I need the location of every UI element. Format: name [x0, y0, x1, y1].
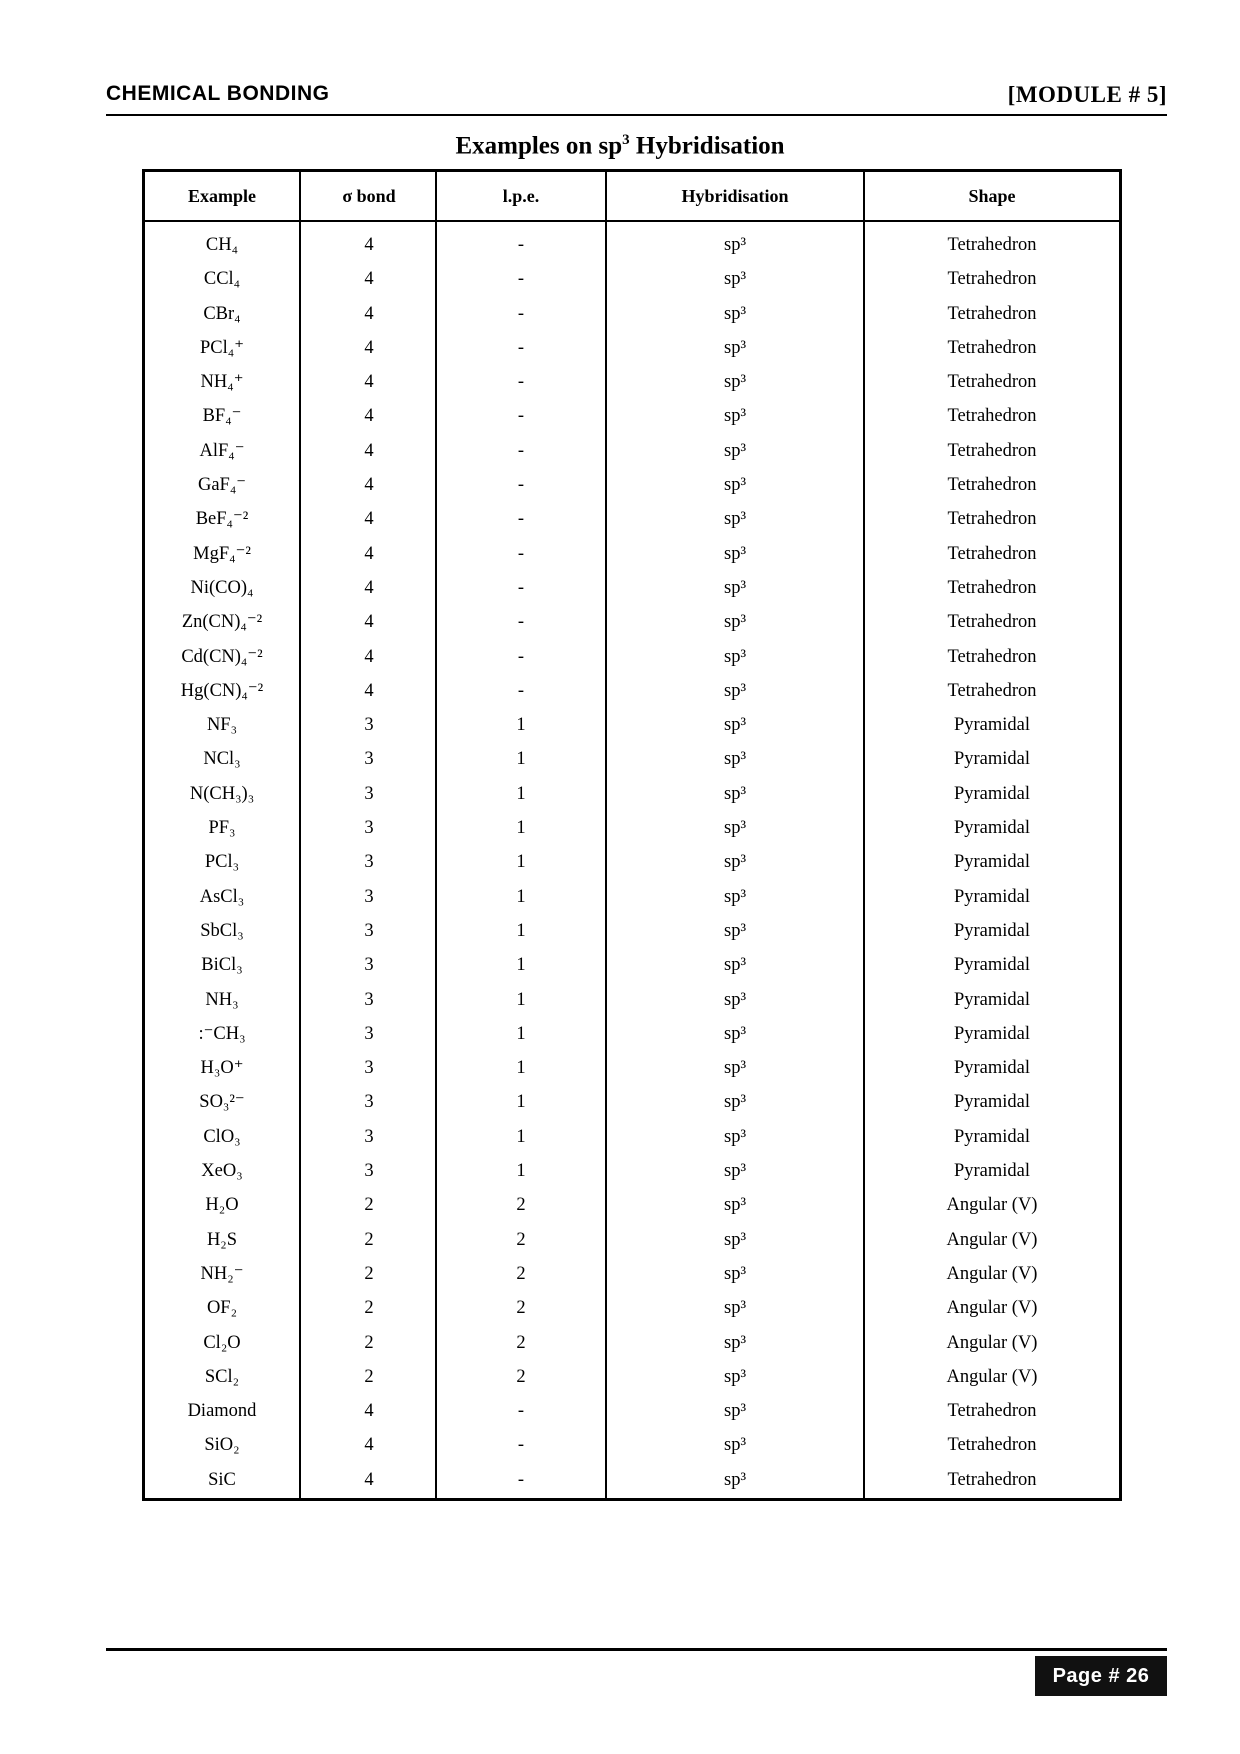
table-row — [145, 1394, 1119, 1428]
cell-shape: Angular (V) — [946, 1263, 1038, 1284]
cell-hybridisation: sp³ — [724, 989, 746, 1010]
cell-lpe: - — [517, 509, 525, 530]
cell-sigma-bond: 4 — [364, 372, 374, 393]
cell-example: SiO₂ — [204, 1435, 240, 1456]
cell-sigma-bond: 4 — [364, 509, 374, 530]
cell-lpe: 2 — [516, 1263, 526, 1284]
cell-sigma-bond: 4 — [364, 303, 374, 324]
cell-hybridisation: sp³ — [724, 509, 746, 530]
cell-example: CCl₄ — [203, 269, 241, 290]
table-row — [145, 1463, 1119, 1497]
cell-hybridisation: sp³ — [724, 303, 746, 324]
cell-lpe: 1 — [516, 1092, 526, 1113]
cell-lpe: 1 — [516, 783, 526, 804]
cell-example: BF₄⁻ — [202, 406, 242, 427]
cell-lpe: - — [517, 543, 525, 564]
table-row — [145, 845, 1119, 879]
table-body — [145, 228, 1119, 1497]
cell-hybridisation: sp³ — [724, 1366, 746, 1387]
table-row — [145, 1017, 1119, 1051]
cell-example: H₂O — [205, 1195, 239, 1216]
cell-hybridisation: sp³ — [724, 920, 746, 941]
cell-sigma-bond: 2 — [364, 1366, 374, 1387]
table-row — [145, 262, 1119, 296]
cell-shape: Angular (V) — [946, 1298, 1038, 1319]
cell-example: CBr₄ — [203, 303, 241, 324]
cell-lpe: 2 — [516, 1229, 526, 1250]
cell-lpe: - — [517, 1469, 525, 1490]
cell-lpe: 2 — [516, 1298, 526, 1319]
table-row — [145, 297, 1119, 331]
cell-example: NH₂⁻ — [200, 1263, 244, 1284]
cell-example: ClO₃ — [203, 1126, 241, 1147]
hybridisation-table — [142, 169, 1122, 1501]
cell-sigma-bond: 3 — [364, 886, 374, 907]
cell-shape: Pyramidal — [953, 818, 1031, 839]
cell-hybridisation: sp³ — [724, 1126, 746, 1147]
cell-example: GaF₄⁻ — [197, 475, 247, 496]
table-row — [145, 1120, 1119, 1154]
cell-lpe: - — [517, 475, 525, 496]
cell-example: AlF₄⁻ — [199, 440, 245, 461]
table-row — [145, 502, 1119, 536]
cell-example: Hg(CN)₄⁻² — [180, 680, 264, 701]
table-row — [145, 742, 1119, 776]
cell-hybridisation: sp³ — [724, 1435, 746, 1456]
footer-rule — [106, 1648, 1167, 1651]
cell-sigma-bond: 3 — [364, 955, 374, 976]
cell-hybridisation: sp³ — [724, 612, 746, 633]
cell-example: CH₄ — [205, 235, 239, 255]
cell-sigma-bond: 3 — [364, 1092, 374, 1113]
cell-example: SCl₂ — [204, 1366, 240, 1387]
cell-lpe: 1 — [516, 1023, 526, 1044]
table-row — [145, 468, 1119, 502]
cell-lpe: 1 — [516, 852, 526, 873]
cell-shape: Tetrahedron — [947, 1401, 1037, 1422]
cell-example: :⁻CH₃ — [198, 1023, 246, 1044]
cell-sigma-bond: 3 — [364, 1126, 374, 1147]
cell-shape: Angular (V) — [946, 1332, 1038, 1353]
table-row — [145, 331, 1119, 365]
table-row — [145, 228, 1119, 262]
table-header-row — [145, 172, 1119, 222]
table-row — [145, 365, 1119, 399]
cell-sigma-bond: 2 — [364, 1263, 374, 1284]
cell-lpe: 1 — [516, 955, 526, 976]
table-row — [145, 983, 1119, 1017]
cell-hybridisation: sp³ — [724, 1161, 746, 1182]
module-label: [MODULE # 5] — [1007, 82, 1167, 107]
cell-lpe: - — [517, 303, 525, 324]
cell-lpe: - — [517, 577, 525, 598]
cell-shape: Tetrahedron — [947, 543, 1037, 564]
cell-shape: Pyramidal — [953, 715, 1031, 736]
cell-shape: Pyramidal — [953, 1126, 1031, 1147]
cell-shape: Tetrahedron — [947, 577, 1037, 598]
cell-hybridisation: sp³ — [724, 1298, 746, 1319]
cell-example: AsCl₃ — [199, 886, 245, 907]
cell-lpe: - — [517, 680, 525, 701]
table-row — [145, 1326, 1119, 1360]
cell-shape: Angular (V) — [946, 1229, 1038, 1250]
column-header-hybridisation: Hybridisation — [681, 186, 789, 206]
cell-shape: Tetrahedron — [947, 235, 1037, 255]
cell-sigma-bond: 3 — [364, 783, 374, 804]
cell-lpe: - — [517, 440, 525, 461]
table-row — [145, 914, 1119, 948]
cell-hybridisation: sp³ — [724, 475, 746, 496]
cell-example: MgF₄⁻² — [193, 543, 251, 564]
cell-example: N(CH₃)₃ — [189, 783, 255, 804]
cell-sigma-bond: 4 — [364, 1401, 374, 1422]
table-row — [145, 948, 1119, 982]
cell-lpe: - — [517, 1401, 525, 1422]
cell-sigma-bond: 2 — [364, 1229, 374, 1250]
cell-hybridisation: sp³ — [724, 269, 746, 290]
cell-sigma-bond: 4 — [364, 1469, 374, 1490]
cell-shape: Pyramidal — [953, 886, 1031, 907]
cell-lpe: 1 — [516, 715, 526, 736]
title-suffix: Hybridisation — [629, 132, 785, 160]
cell-example: NCl₃ — [203, 749, 241, 770]
column-header-example: Example — [187, 186, 256, 206]
cell-hybridisation: sp³ — [724, 406, 746, 427]
cell-example: H₃O⁺ — [200, 1058, 244, 1079]
cell-sigma-bond: 3 — [364, 1161, 374, 1182]
cell-lpe: - — [517, 337, 525, 358]
cell-example: Diamond — [187, 1401, 257, 1422]
cell-shape: Tetrahedron — [947, 1435, 1037, 1456]
cell-lpe: 2 — [516, 1195, 526, 1216]
cell-shape: Tetrahedron — [947, 372, 1037, 393]
cell-example: Cl₂O — [203, 1332, 241, 1353]
cell-hybridisation: sp³ — [724, 577, 746, 598]
table-row — [145, 537, 1119, 571]
cell-shape: Tetrahedron — [947, 612, 1037, 633]
header-title: CHEMICAL BONDING — [106, 82, 330, 105]
cell-sigma-bond: 3 — [364, 852, 374, 873]
column-header-shape: Shape — [968, 186, 1016, 206]
table-row — [145, 1154, 1119, 1188]
cell-sigma-bond: 4 — [364, 1435, 374, 1456]
cell-hybridisation: sp³ — [724, 646, 746, 667]
cell-sigma-bond: 2 — [364, 1298, 374, 1319]
cell-sigma-bond: 4 — [364, 543, 374, 564]
cell-example: H₂S — [206, 1229, 238, 1250]
cell-lpe: 1 — [516, 749, 526, 770]
cell-shape: Pyramidal — [953, 1023, 1031, 1044]
title-superscript: 3 — [622, 132, 630, 148]
table-row — [145, 708, 1119, 742]
table-row — [145, 811, 1119, 845]
cell-hybridisation: sp³ — [724, 1092, 746, 1113]
table-row — [145, 674, 1119, 708]
cell-sigma-bond: 3 — [364, 715, 374, 736]
cell-lpe: - — [517, 612, 525, 633]
cell-example: NF₃ — [206, 715, 238, 736]
cell-shape: Pyramidal — [953, 989, 1031, 1010]
table-row — [145, 1223, 1119, 1257]
cell-lpe: 1 — [516, 886, 526, 907]
title-prefix: Examples on sp — [455, 132, 623, 160]
cell-shape: Tetrahedron — [947, 406, 1037, 427]
cell-lpe: 1 — [516, 1126, 526, 1147]
cell-sigma-bond: 4 — [364, 440, 374, 461]
cell-example: Ni(CO)₄ — [190, 577, 254, 598]
cell-hybridisation: sp³ — [724, 1195, 746, 1216]
cell-sigma-bond: 3 — [364, 818, 374, 839]
table-row — [145, 1257, 1119, 1291]
cell-hybridisation: sp³ — [724, 372, 746, 393]
table-row — [145, 605, 1119, 639]
column-header-sigma-bond: σ bond — [342, 186, 396, 206]
cell-lpe: - — [517, 235, 525, 255]
cell-shape: Pyramidal — [953, 783, 1031, 804]
cell-hybridisation: sp³ — [724, 715, 746, 736]
cell-example: PCl₄⁺ — [200, 337, 244, 358]
table-row — [145, 640, 1119, 674]
cell-example: PF₃ — [208, 818, 236, 839]
cell-sigma-bond: 4 — [364, 577, 374, 598]
cell-shape: Pyramidal — [953, 955, 1031, 976]
cell-hybridisation: sp³ — [724, 1469, 746, 1490]
table-row — [145, 1291, 1119, 1325]
cell-shape: Tetrahedron — [947, 646, 1037, 667]
cell-hybridisation: sp³ — [724, 1332, 746, 1353]
cell-hybridisation: sp³ — [724, 1229, 746, 1250]
table-row — [145, 434, 1119, 468]
cell-shape: Tetrahedron — [947, 303, 1037, 324]
cell-sigma-bond: 3 — [364, 1058, 374, 1079]
cell-shape: Pyramidal — [953, 1092, 1031, 1113]
cell-hybridisation: sp³ — [724, 783, 746, 804]
cell-hybridisation: sp³ — [724, 235, 746, 255]
cell-shape: Tetrahedron — [947, 475, 1037, 496]
cell-lpe: 1 — [516, 818, 526, 839]
table-row — [145, 1188, 1119, 1222]
cell-hybridisation: sp³ — [724, 1058, 746, 1079]
cell-sigma-bond: 4 — [364, 646, 374, 667]
table-row — [145, 1085, 1119, 1119]
cell-sigma-bond: 3 — [364, 989, 374, 1010]
cell-hybridisation: sp³ — [724, 1263, 746, 1284]
cell-sigma-bond: 2 — [364, 1332, 374, 1353]
page-number-badge: Page # 26 — [1035, 1656, 1167, 1696]
cell-hybridisation: sp³ — [724, 749, 746, 770]
cell-shape: Pyramidal — [953, 920, 1031, 941]
table-row — [145, 880, 1119, 914]
cell-hybridisation: sp³ — [724, 886, 746, 907]
cell-shape: Pyramidal — [953, 852, 1031, 873]
cell-example: SbCl₃ — [200, 920, 244, 941]
cell-hybridisation: sp³ — [724, 818, 746, 839]
cell-sigma-bond: 4 — [364, 612, 374, 633]
cell-lpe: - — [517, 372, 525, 393]
cell-hybridisation: sp³ — [724, 440, 746, 461]
cell-sigma-bond: 4 — [364, 235, 374, 255]
cell-shape: Angular (V) — [946, 1366, 1038, 1387]
cell-example: XeO₃ — [201, 1161, 243, 1182]
cell-example: NH₃ — [205, 989, 239, 1010]
table-row — [145, 1360, 1119, 1394]
cell-lpe: 2 — [516, 1332, 526, 1353]
cell-lpe: - — [517, 406, 525, 427]
cell-example: OF₂ — [206, 1298, 238, 1319]
cell-sigma-bond: 4 — [364, 680, 374, 701]
cell-hybridisation: sp³ — [724, 337, 746, 358]
cell-lpe: 1 — [516, 1058, 526, 1079]
table-row — [145, 1428, 1119, 1462]
cell-hybridisation: sp³ — [724, 1401, 746, 1422]
cell-shape: Tetrahedron — [947, 509, 1037, 530]
cell-lpe: 1 — [516, 1161, 526, 1182]
cell-shape: Pyramidal — [953, 1058, 1031, 1079]
cell-example: SiC — [208, 1469, 236, 1490]
cell-example: PCl₃ — [204, 852, 240, 873]
cell-sigma-bond: 3 — [364, 749, 374, 770]
cell-hybridisation: sp³ — [724, 543, 746, 564]
cell-lpe: - — [517, 1435, 525, 1456]
cell-lpe: 1 — [516, 989, 526, 1010]
cell-sigma-bond: 4 — [364, 406, 374, 427]
cell-sigma-bond: 4 — [364, 269, 374, 290]
cell-lpe: 2 — [516, 1366, 526, 1387]
cell-lpe: - — [517, 646, 525, 667]
cell-hybridisation: sp³ — [724, 1023, 746, 1044]
cell-shape: Tetrahedron — [947, 440, 1037, 461]
cell-shape: Tetrahedron — [947, 1469, 1037, 1490]
column-header-lpe: l.p.e. — [502, 186, 540, 206]
table-row — [145, 777, 1119, 811]
cell-example: Cd(CN)₄⁻² — [181, 646, 263, 667]
table-row — [145, 399, 1119, 433]
cell-shape: Pyramidal — [953, 749, 1031, 770]
cell-example: BeF₄⁻² — [195, 509, 249, 530]
cell-example: NH₄⁺ — [200, 372, 244, 393]
cell-lpe: - — [517, 269, 525, 290]
cell-shape: Tetrahedron — [947, 680, 1037, 701]
cell-lpe: 1 — [516, 920, 526, 941]
cell-example: BiCl₃ — [201, 955, 243, 976]
cell-shape: Angular (V) — [946, 1195, 1038, 1216]
table-row — [145, 571, 1119, 605]
cell-hybridisation: sp³ — [724, 680, 746, 701]
cell-hybridisation: sp³ — [724, 852, 746, 873]
cell-shape: Tetrahedron — [947, 337, 1037, 358]
cell-hybridisation: sp³ — [724, 955, 746, 976]
cell-example: Zn(CN)₄⁻² — [181, 612, 263, 633]
cell-example: SO₃²⁻ — [199, 1092, 245, 1113]
cell-shape: Pyramidal — [953, 1161, 1031, 1182]
cell-sigma-bond: 2 — [364, 1195, 374, 1216]
cell-sigma-bond: 3 — [364, 920, 374, 941]
cell-sigma-bond: 4 — [364, 337, 374, 358]
cell-sigma-bond: 3 — [364, 1023, 374, 1044]
cell-sigma-bond: 4 — [364, 475, 374, 496]
table-row — [145, 1051, 1119, 1085]
page-header — [106, 80, 1167, 116]
table-title — [0, 132, 1240, 160]
cell-shape: Tetrahedron — [947, 269, 1037, 290]
